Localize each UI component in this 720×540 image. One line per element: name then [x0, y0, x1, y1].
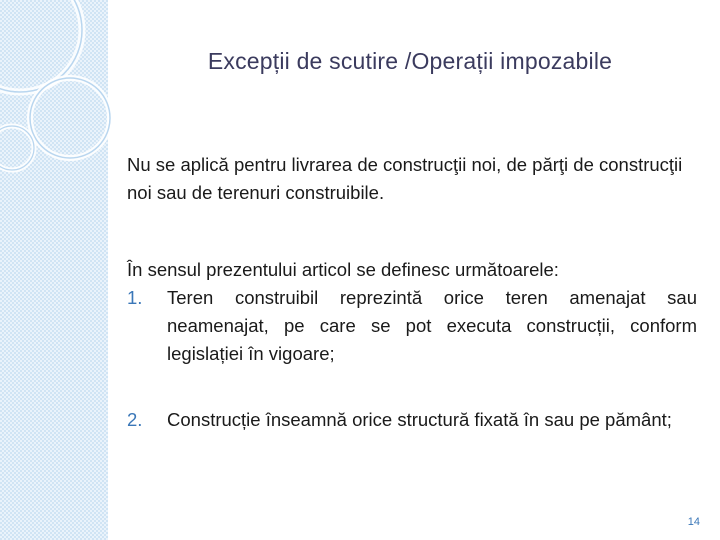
paragraph-exceptions: Nu se aplică pentru livrarea de construcţii noi, de părţi de construcţii noi sau de terenuri construibile.: [127, 154, 683, 203]
list-item: [127, 284, 697, 368]
list-item-number: 1.: [127, 287, 143, 308]
list-item: [127, 406, 697, 434]
list-item-number: 2.: [127, 409, 143, 430]
list-item-text: Teren construibil reprezintă orice teren amenajat sau neamenajat, pe care se pot executa construcții, conform legislației în vigoare;: [167, 287, 697, 364]
slide-title: Excepții de scutire /Operații impozabile: [207, 48, 613, 74]
page-number: 14: [687, 516, 700, 528]
paragraph-definitions-intro: În sensul prezentului articol se definesc următoarele:: [127, 259, 559, 280]
decorative-circles: [0, 0, 120, 200]
list-item-text: Construcție înseamnă orice structură fixată în sau pe pământ;: [167, 409, 672, 430]
